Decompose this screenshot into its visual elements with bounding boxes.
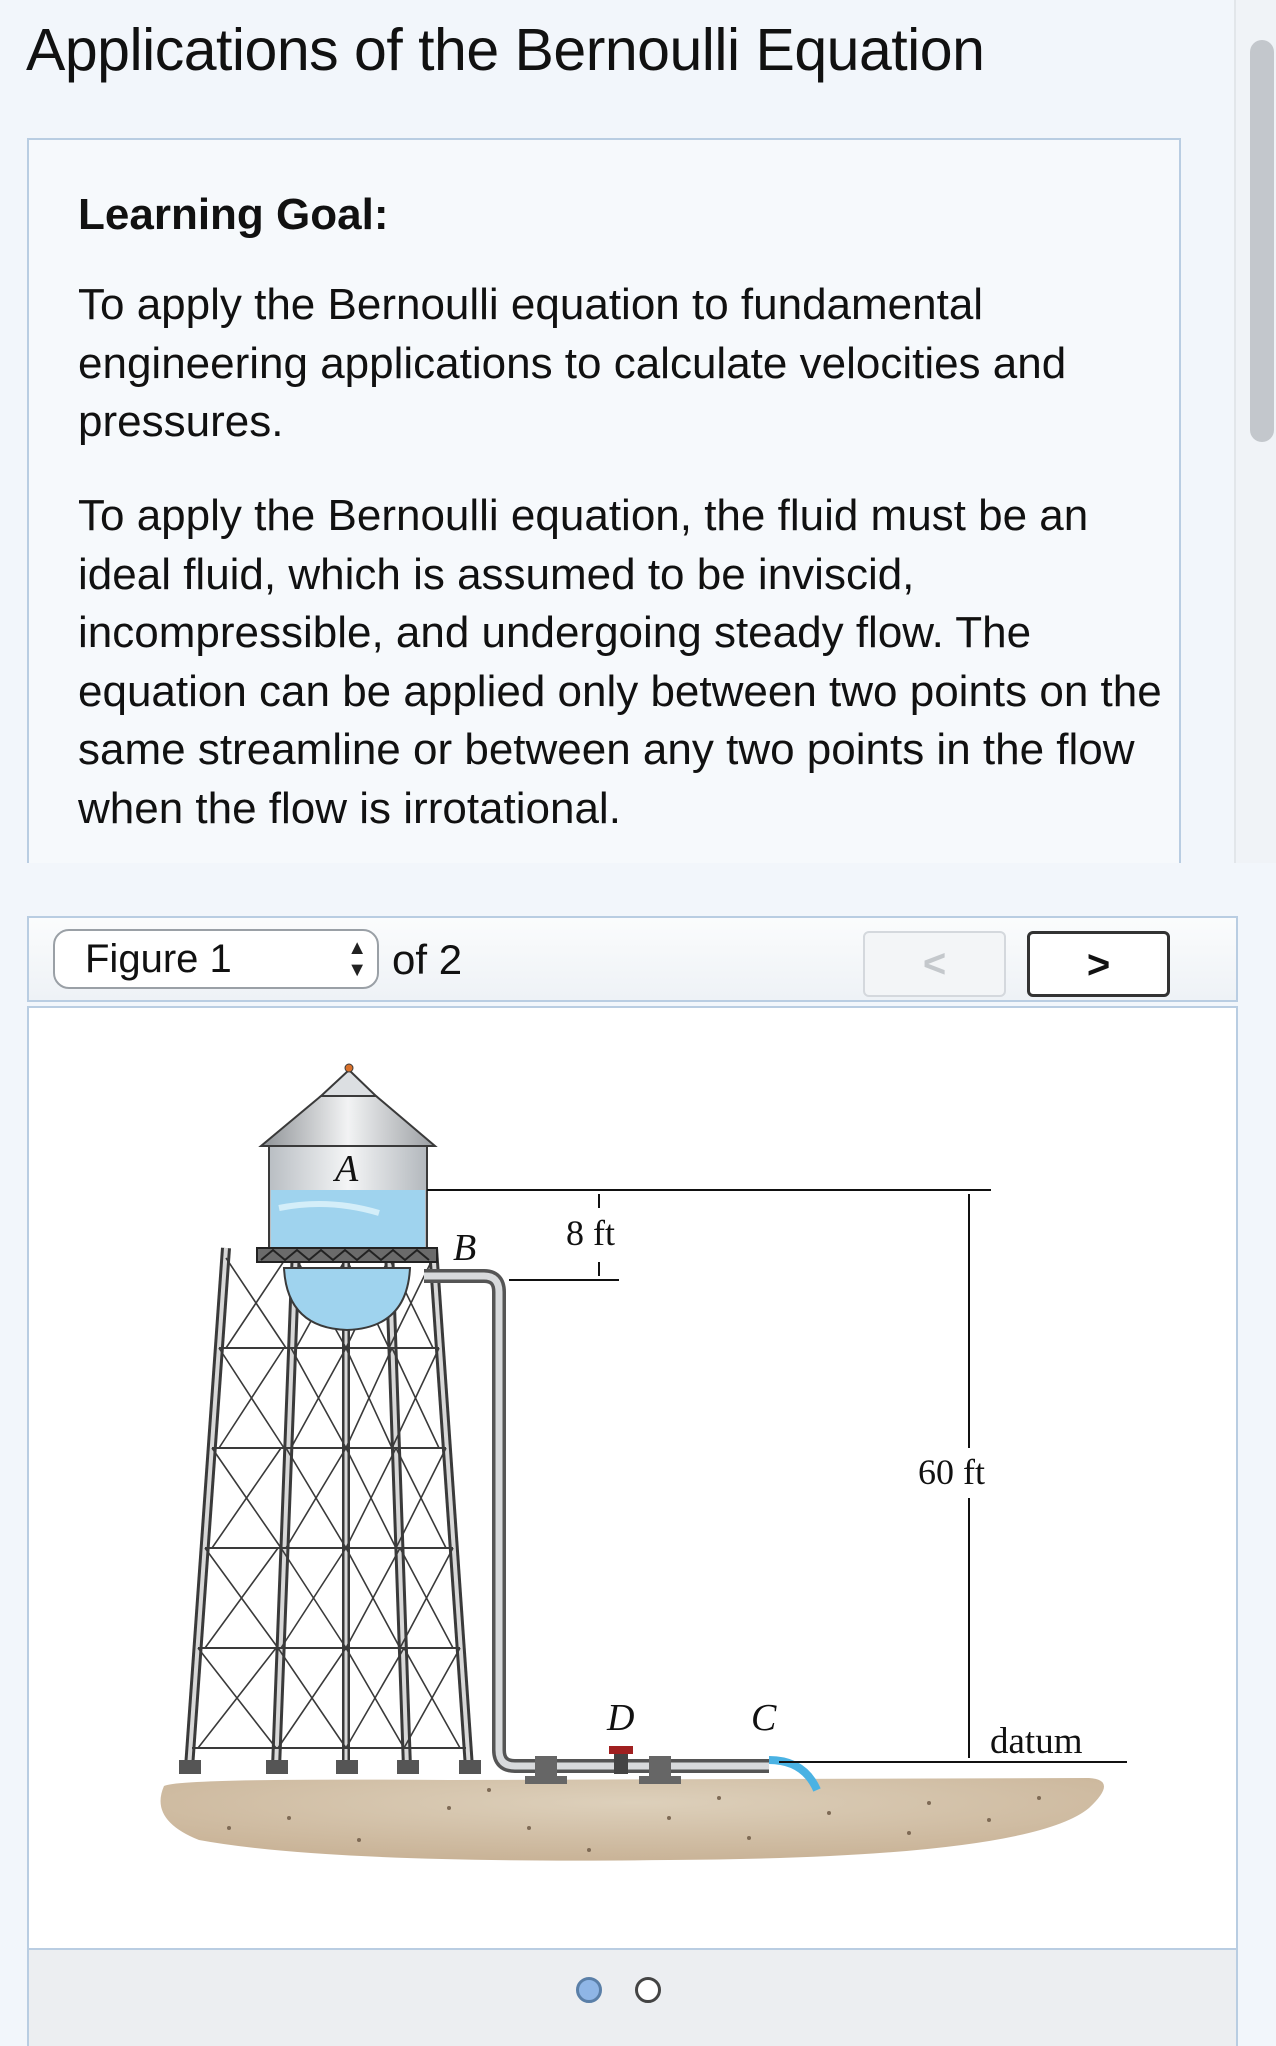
ground [161,1778,1104,1861]
label-A: A [335,1148,359,1190]
dimension-lines [427,1190,1127,1762]
label-B: B [453,1227,477,1269]
previous-figure-button[interactable] [863,931,1006,997]
learning-goal-paragraph-2: To apply the Bernoulli equation, the fluid must be an ideal fluid, which is assumed to be inviscid, incompressible, and undergoing steady flow. The equation can be applied only between two points on the same streamline or between any two points in the flow when the flow is irrotational. [78,491,1162,833]
figure-pager [27,1948,1238,2046]
learning-goal-paragraph-1: To apply the Bernoulli equation to fundamental engineering applications to calculate velocities and pressures. [78,280,1067,446]
select-arrows-icon: ▲ ▼ [347,937,367,981]
water-tower-figure [29,1008,1236,1950]
dimension-8ft: 8 ft [566,1213,615,1253]
dimension-60ft: 60 ft [918,1452,985,1492]
chevron-right-icon: > [1086,943,1111,987]
figure-select-value: Figure 1 [85,937,232,981]
page-title: Applications of the Bernoulli Equation [26,17,985,83]
figure-count: of 2 [392,936,463,983]
label-D: D [607,1697,635,1739]
figure-panel [27,1006,1238,1950]
pager-dot-2[interactable] [635,1977,661,2003]
pager-dot-1[interactable] [576,1977,602,2003]
learning-goal-heading: Learning Goal: [78,190,389,239]
label-C: C [751,1697,777,1739]
next-figure-button[interactable] [1027,931,1170,997]
learning-goal-panel [27,138,1181,863]
scrollbar[interactable] [1234,0,1276,863]
water-tank [257,1064,437,1330]
datum-label: datum [990,1721,1083,1762]
chevron-left-icon: < [922,942,947,986]
figure-select[interactable] [53,929,379,989]
figure-toolbar [27,916,1238,1002]
scrollbar-thumb[interactable] [1250,40,1274,442]
